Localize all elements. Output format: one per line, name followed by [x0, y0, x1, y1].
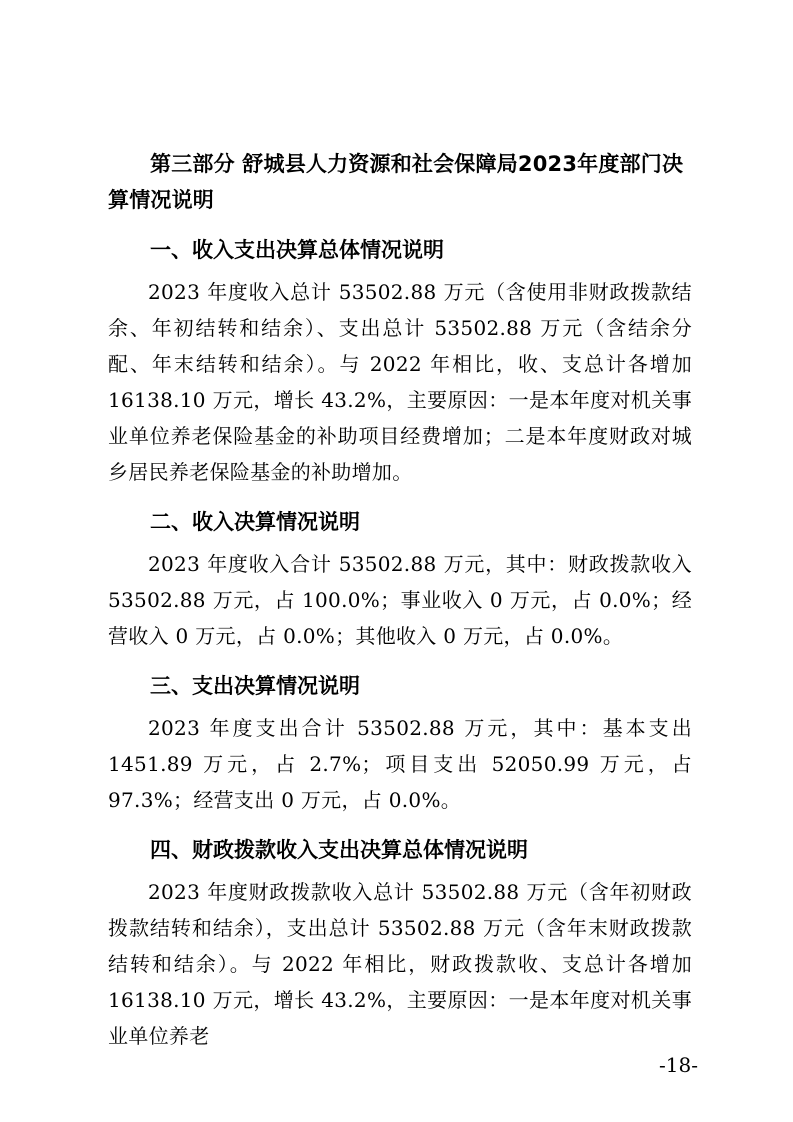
page-number: -18- — [659, 1053, 698, 1077]
section-heading-1: 一、收入支出决算总体情况说明 — [150, 238, 444, 262]
section-heading-2: 二、收入决算情况说明 — [150, 510, 360, 534]
document-title: 第三部分 舒城县人力资源和社会保障局2023年度部门决算情况说明 — [108, 152, 684, 212]
section-paragraph-2: 2023 年度收入合计 53502.88 万元，其中：财政拨款收入53502.88 万元，占 100.0%；事业收入 0 万元，占 0.0%；经营收入 0 万元，占 0.0%；其他收入 0 万元，占 0.0%。 — [108, 552, 692, 648]
section-paragraph-3: 2023 年度支出合计 53502.88 万元，其中：基本支出 1451.89 万元，占 2.7%；项目支出 52050.99 万元，占 97.3%；经营支出 0 万元，占 0.0%。 — [108, 716, 692, 812]
section-heading-3: 三、支出决算情况说明 — [150, 674, 360, 698]
section-paragraph-1: 2023 年度收入总计 53502.88 万元（含使用非财政拨款结余、年初结转和结余）、支出总计 53502.88 万元（含结余分配、年末结转和结余）。与 2022 年相比，收、支总计各增加 16138.10 万元，增长 43.2%，主要原因：一是本年度对机关事业单位养老保险基金的补助项目经费增加；二是本年度财政对城乡居民养老保险基金的补助增加。 — [108, 280, 692, 484]
section-paragraph-4: 2023 年度财政拨款收入总计 53502.88 万元（含年初财政拨款结转和结余），支出总计 53502.88 万元（含年末财政拨款结转和结余）。与 2022 年相比，财政拨款收、支总计各增加 16138.10 万元，增长 43.2%，主要原因：一是本年度对机关事业单位养老 — [108, 880, 692, 1048]
section-heading-4: 四、财政拨款收入支出决算总体情况说明 — [150, 838, 528, 862]
document-page — [108, 146, 692, 1054]
